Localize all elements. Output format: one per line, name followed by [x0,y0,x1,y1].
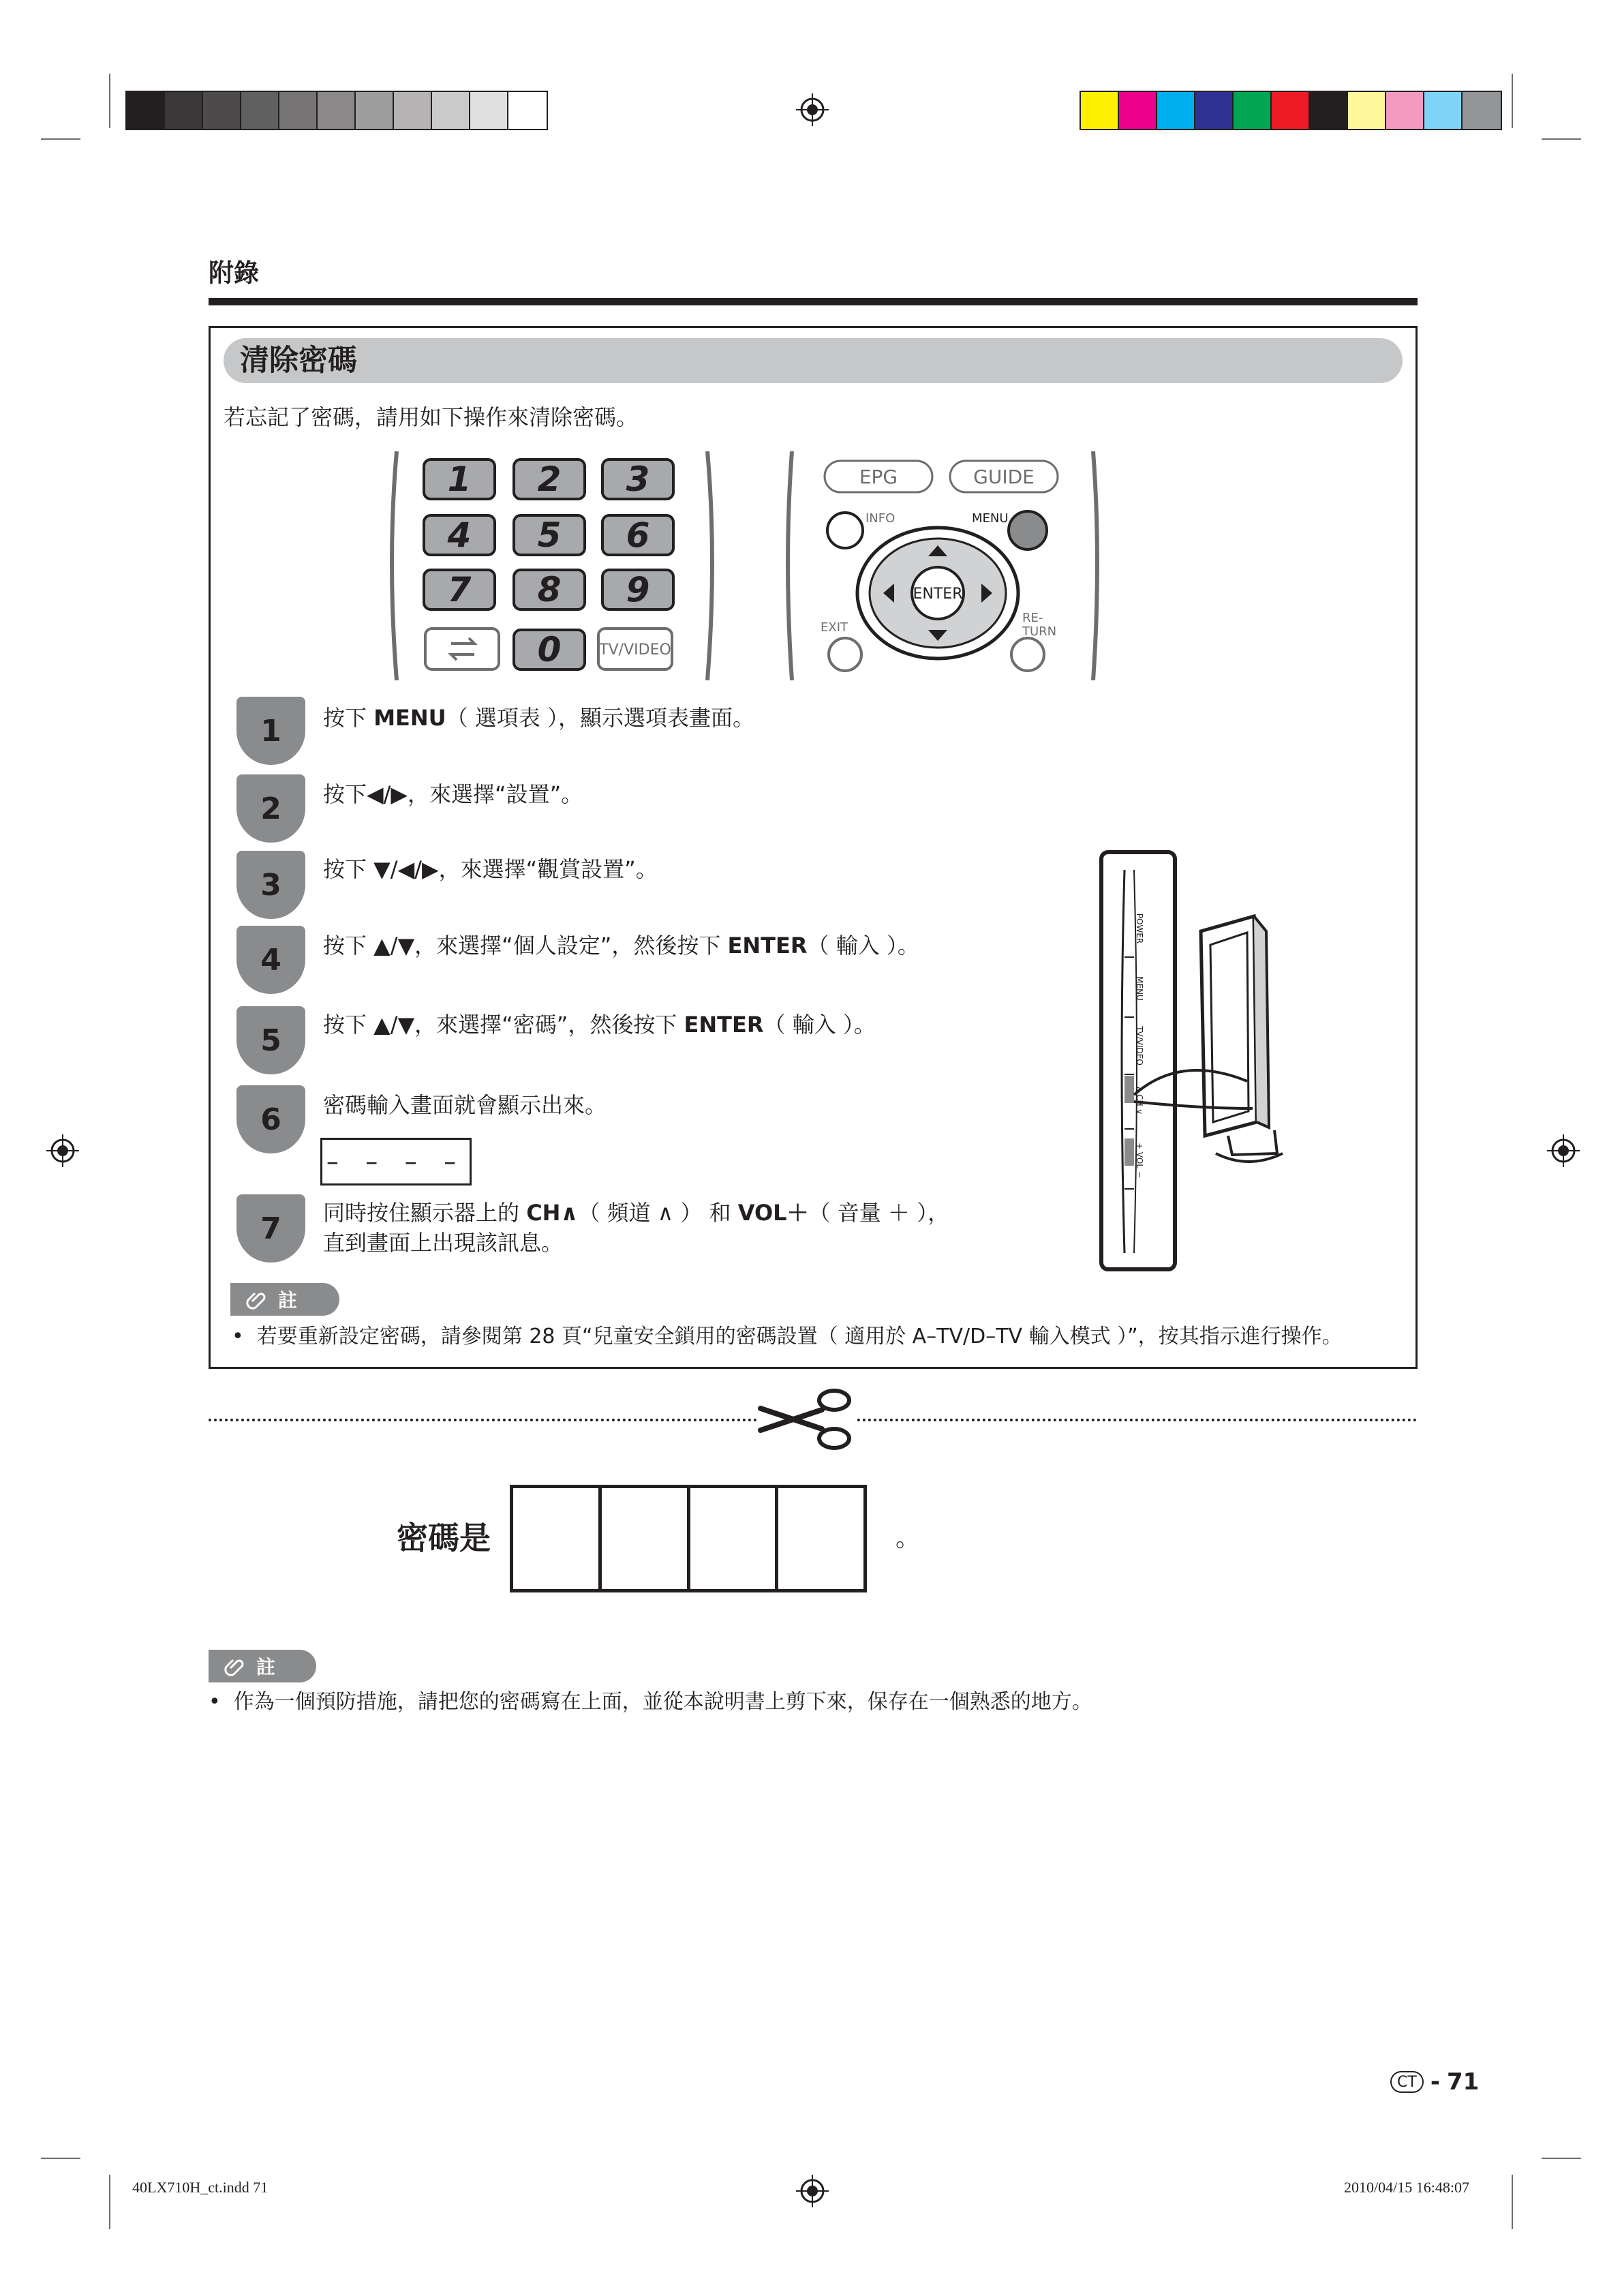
password-label: 密碼是 [397,1520,491,1556]
step-text-line2: 直到畫面上出現該訊息。 [323,1230,564,1256]
keypad-key-5 [514,515,585,555]
color-swatch [432,92,470,129]
crop-mark [1512,2175,1513,2229]
svg-text:9: 9 [626,570,650,609]
remote-nav-illustration [782,451,1103,680]
svg-text:1: 1 [447,459,472,499]
section-label: 附錄 [209,258,259,288]
svg-text:MENU: MENU [972,511,1009,526]
note-text: • 若要重新設定密碼，請參閱第 28 頁“兒童安全鎖用的密碼設置（ 適用於 A–TV/D–TV 輸入模式 ）”，按其指示進行操作。 [232,1325,1343,1348]
color-swatch [1348,92,1386,129]
color-swatch [1386,92,1424,129]
color-swatch [1310,92,1348,129]
keypad-key-7 [424,570,495,609]
keypad-key-9 [602,570,673,609]
svg-text:8: 8 [537,570,562,609]
step-text: 密碼輸入畫面就會顯示出來。 [323,1092,607,1118]
registration-mark-icon [46,1134,79,1167]
step-number: 3 [236,851,305,919]
password-digit-box [602,1488,690,1589]
svg-text:EPG: EPG [859,466,898,488]
color-swatch [127,92,165,129]
note-label: 註 [230,1283,339,1316]
tv-side-button-label: + VOL − [1135,1143,1144,1178]
crop-mark [1512,74,1513,128]
gray-color-bar [125,91,548,130]
paperclip-icon [224,1656,244,1676]
tv-side-panel-illustration [1099,849,1296,1275]
color-swatch [1272,92,1310,129]
svg-text:2: 2 [537,459,562,499]
bottom-note-text: • 作為一個預防措施，請把您的密碼寫在上面，並從本說明書上剪下來，保存在一個熟悉的地方。 [209,1690,1092,1714]
color-swatch [1234,92,1272,129]
password-write-boxes [510,1485,867,1592]
color-swatch [1157,92,1195,129]
color-swatch [279,92,318,129]
keypad-key-3 [602,459,673,499]
footer-filename: 40LX710H_ct.indd 71 [132,2179,269,2196]
panel-title: 清除密碼 [240,344,357,378]
registration-mark-icon [1547,1134,1580,1167]
crop-mark [109,74,110,128]
svg-text:ENTER: ENTER [913,586,963,603]
keypad-key-4 [424,515,495,555]
tv-side-button-label: TV/VIDEO [1135,1026,1144,1066]
step-text: 按下 ▼/◀/▶，來選擇“觀賞設置”。 [323,856,658,882]
svg-text:TURN: TURN [1022,624,1057,639]
step-text: 按下 ▲/▼，來選擇“個人設定”，然後按下 ENTER（ 輸入 ）。 [323,933,919,958]
color-bar [1080,91,1502,130]
crop-mark [41,138,80,140]
step-text: 同時按住顯示器上的 CH∧（ 頻道 ∧ ） 和 VOL＋（ 音量 ＋ ）， [323,1200,950,1226]
color-swatch [1119,92,1157,129]
color-swatch [203,92,241,129]
keypad-key-0 [514,630,585,669]
bottom-note-label: 註 [209,1650,316,1682]
color-swatch [1081,92,1119,129]
password-digit-box [778,1488,863,1589]
step-number: 1 [236,697,305,765]
step-text: 按下 MENU（ 選項表 ），顯示選項表畫面。 [323,705,755,731]
registration-mark-icon [796,93,829,126]
section-rule [209,298,1418,305]
step-text: 按下◀/▶，來選擇“設置”。 [323,781,583,807]
svg-text:0: 0 [537,630,562,669]
color-swatch [1424,92,1463,129]
password-end-mark: 。 [896,1524,921,1552]
tv-side-button-label: ∧ CH ∨ [1135,1085,1144,1115]
color-swatch [318,92,356,129]
language-badge: CT [1390,2071,1424,2093]
color-swatch [241,92,279,129]
password-digit-box [513,1488,602,1589]
crop-mark [109,2175,110,2229]
svg-text:6: 6 [626,515,650,555]
remote-keypad-illustration [382,451,722,680]
color-swatch [356,92,394,129]
svg-text:RE-: RE- [1022,611,1043,625]
footer-timestamp: 2010/04/15 16:48:07 [1344,2179,1469,2196]
svg-text:7: 7 [447,570,472,609]
swap-icon [425,629,499,669]
tv-side-button-label: POWER [1135,913,1144,944]
step-text: 按下 ▲/▼，來選擇“密碼”，然後按下 ENTER（ 輸入 ）。 [323,1012,876,1038]
registration-mark-icon [796,2175,829,2207]
scissors-icon [758,1388,855,1451]
color-swatch [165,92,203,129]
keypad-key-8 [514,570,585,609]
step-number: 7 [236,1194,305,1263]
color-swatch [1463,92,1501,129]
color-swatch [1195,92,1234,129]
tv-video-key-label: TV/VIDEO [599,641,671,659]
color-swatch [394,92,432,129]
svg-text:3: 3 [626,459,650,499]
step-number: 4 [236,926,305,994]
svg-text:INFO: INFO [866,511,896,526]
svg-text:EXIT: EXIT [821,620,848,635]
step-number: 2 [236,774,305,843]
intro-text: 若忘記了密碼，請用如下操作來清除密碼。 [224,404,639,430]
svg-text:GUIDE: GUIDE [973,466,1035,488]
color-swatch [470,92,508,129]
crop-mark [1542,2158,1581,2159]
panel-title-bar [224,338,1403,383]
page-number-value: 71 [1446,2068,1480,2096]
step-number: 6 [236,1085,305,1153]
page-number [1390,2068,1479,2096]
crop-mark [41,2158,80,2159]
keypad-key-2 [514,459,585,499]
paperclip-icon [245,1289,266,1310]
tv-side-button-label: MENU [1135,976,1144,1001]
password-entry-box: – – – – [320,1138,472,1185]
page-separator: - [1430,2068,1440,2096]
color-swatch [508,92,547,129]
keypad-key-1 [424,459,495,499]
keypad-key-6 [602,515,673,555]
svg-text:5: 5 [537,515,562,555]
crop-mark [1542,138,1581,140]
password-digit-box [690,1488,779,1589]
step-number: 5 [236,1006,305,1074]
svg-text:4: 4 [447,515,472,555]
